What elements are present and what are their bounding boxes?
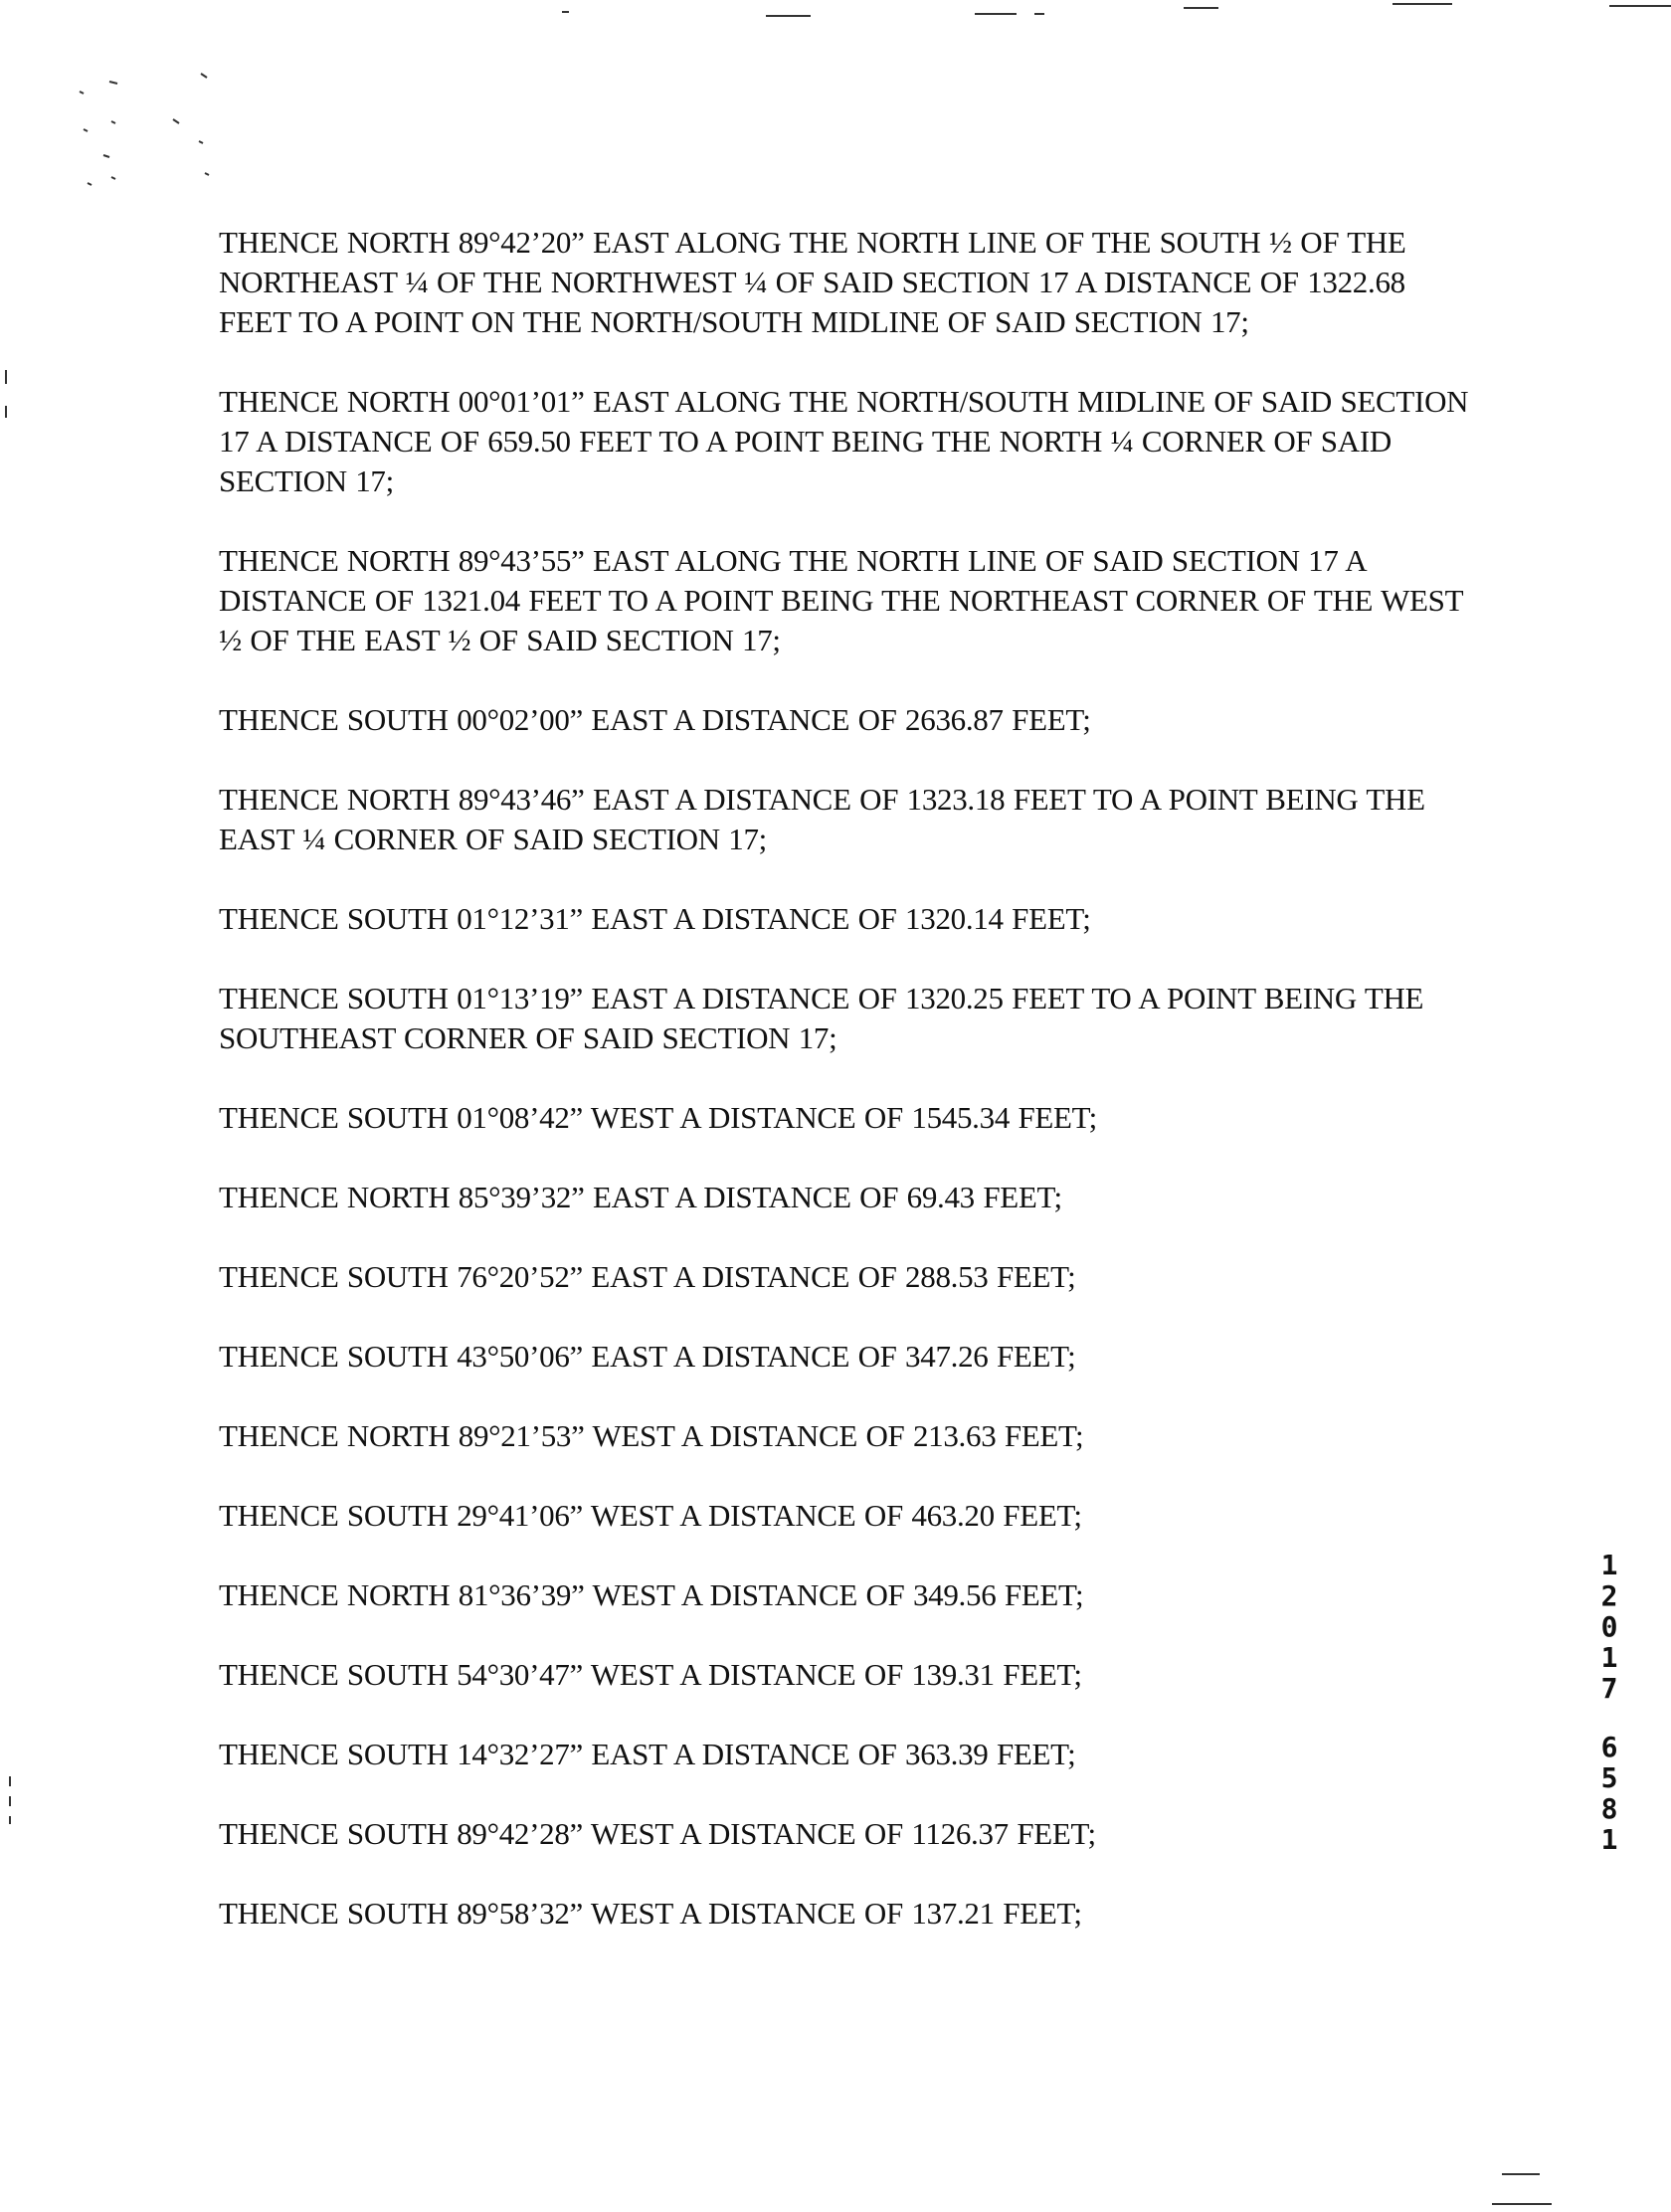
course-12: THENCE NORTH 89°21’53” WEST A DISTANCE OF 213.63 FEET; bbox=[219, 1418, 1084, 1453]
recording-number-digit: 8 bbox=[1600, 1792, 1618, 1825]
recording-number-digit: 5 bbox=[1600, 1761, 1618, 1794]
course-14: THENCE NORTH 81°36’39” WEST A DISTANCE OF 349.56 FEET; bbox=[219, 1577, 1084, 1612]
recording-number-digit: 2 bbox=[1600, 1579, 1618, 1612]
course-6: THENCE SOUTH 01°12’31” EAST A DISTANCE OF 1320.14 FEET; bbox=[219, 901, 1091, 936]
recording-number-digit: 7 bbox=[1600, 1672, 1618, 1705]
recording-number-gap bbox=[1589, 1704, 1629, 1732]
recording-number-digit: 0 bbox=[1600, 1610, 1618, 1643]
course-10: THENCE SOUTH 76°20’52” EAST A DISTANCE OF 288.53 FEET; bbox=[219, 1259, 1076, 1294]
course-5: THENCE NORTH 89°43’46” EAST A DISTANCE OF 1323.18 FEET TO A POINT BEING THE EAST ¼ CORNER OF SAID SECTION 17; bbox=[219, 782, 1425, 856]
course-1: THENCE NORTH 89°42’20” EAST ALONG THE NORTH LINE OF THE SOUTH ½ OF THE NORTHEAST ¼ OF THE NORTHWEST ¼ OF SAID SECTION 17 A DISTANCE OF 1322.68 FEET TO A POINT ON THE NORTH/SOUTH MIDLINE OF SAID SECTION 17; bbox=[219, 225, 1406, 339]
recording-number-digit: 1 bbox=[1600, 1549, 1618, 1581]
course-4: THENCE SOUTH 00°02’00” EAST A DISTANCE OF 2636.87 FEET; bbox=[219, 702, 1091, 737]
course-7: THENCE SOUTH 01°13’19” EAST A DISTANCE OF 1320.25 FEET TO A POINT BEING THE SOUTHEAST CORNER OF SAID SECTION 17; bbox=[219, 981, 1424, 1055]
recording-number-digit: 1 bbox=[1600, 1641, 1618, 1674]
recording-number-digit: 1 bbox=[1600, 1823, 1618, 1856]
course-2: THENCE NORTH 00°01’01” EAST ALONG THE NORTH/SOUTH MIDLINE OF SAID SECTION 17 A DISTANCE OF 659.50 FEET TO A POINT BEING THE NORTH ¼ CORNER OF SAID SECTION 17; bbox=[219, 384, 1469, 498]
recording-number bbox=[1589, 1550, 1629, 1855]
course-16: THENCE SOUTH 14°32’27” EAST A DISTANCE OF 363.39 FEET; bbox=[219, 1737, 1076, 1771]
course-15: THENCE SOUTH 54°30’47” WEST A DISTANCE OF 139.31 FEET; bbox=[219, 1657, 1082, 1692]
course-13: THENCE SOUTH 29°41’06” WEST A DISTANCE OF 463.20 FEET; bbox=[219, 1498, 1082, 1533]
legal-description-body bbox=[219, 223, 1472, 1973]
recording-number-digit: 6 bbox=[1600, 1731, 1618, 1763]
course-9: THENCE NORTH 85°39’32” EAST A DISTANCE OF 69.43 FEET; bbox=[219, 1180, 1062, 1214]
course-8: THENCE SOUTH 01°08’42” WEST A DISTANCE OF 1545.34 FEET; bbox=[219, 1100, 1097, 1135]
course-3: THENCE NORTH 89°43’55” EAST ALONG THE NORTH LINE OF SAID SECTION 17 A DISTANCE OF 1321.04 FEET TO A POINT BEING THE NORTHEAST CORNER OF THE WEST ½ OF THE EAST ½ OF SAID SECTION 17; bbox=[219, 543, 1463, 657]
course-11: THENCE SOUTH 43°50’06” EAST A DISTANCE OF 347.26 FEET; bbox=[219, 1339, 1076, 1374]
course-17: THENCE SOUTH 89°42’28” WEST A DISTANCE OF 1126.37 FEET; bbox=[219, 1816, 1096, 1851]
course-18: THENCE SOUTH 89°58’32” WEST A DISTANCE OF 137.21 FEET; bbox=[219, 1896, 1082, 1931]
